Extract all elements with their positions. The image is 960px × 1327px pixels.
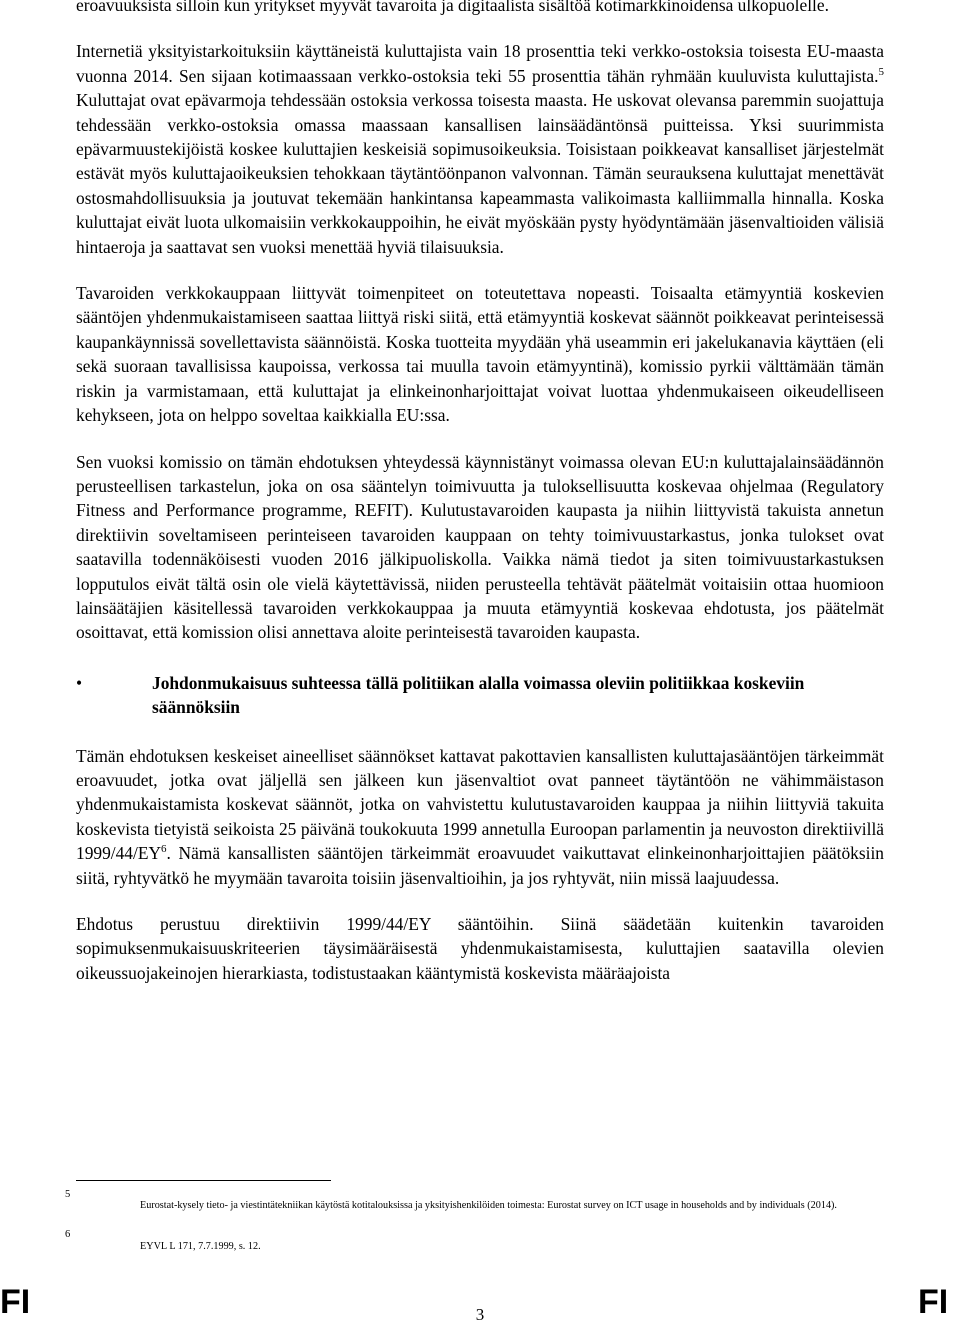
- footnote-ref-5[interactable]: 5: [878, 66, 884, 79]
- footnote-text-6: EYVL L 171, 7.7.1999, s. 12.: [140, 1241, 261, 1252]
- paragraph-2: [76, 39, 884, 259]
- page-number: 3: [475, 1305, 485, 1324]
- paragraph-2-text-after: Kuluttajat ovat epävarmoja tehdessään ostoksia verkossa toisesta maasta. He uskovat olevansa paremmin suojattuja tehdessään verkko-ostoksia omassa maassaan kansallisen lainsäädäntönsä puitteissa. Yksi suurimmista epävarmuustekijöistä koskee kuluttajien keskeisiä sopimusoikeuksia. Toisistaan poikkeavat kansalliset järjestelmät estävät myös kuluttajaoikeuksien tehokkaan täytäntöönpanon valvonnan. Tämän seurauksena kuluttajat menettävät ostosmahdollisuuksia ja joutuvat tekemään hankintansa kapeammasta valikoimasta kalliimmalla hinnalla. Koska kuluttajat eivät luota ulkomaisiin verkkokauppoihin, he eivät myöskään pysty hyödyntämään jäsenvaltioiden välisiä hintaeroja ja saattavat sen vuoksi menettää hyviä tilaisuuksia.: [76, 90, 884, 257]
- bullet-icon: •: [76, 672, 83, 693]
- paragraph-3: Tavaroiden verkkokauppaan liittyvät toimenpiteet on toteutettava nopeasti. Toisaalta etämyyntiä koskevien sääntöjen yhdenmukaistamiseen saattaa liittyä riski siitä, että etämyyntiä koskevat säännöt poikkeavat perinteisessä kaupankäynnissä sovellettavista säännöistä. Koska tuotteita myydään yhä useammin eri jakelukanavia käyttäen (eli sekä suoraan tavallisissa kaupoissa, verkossa tai muulla tavoin etämyyntinä), komissio pyrkii välttämään tämän riskin ja varmistamaan, että kuluttajat ja elinkeinonharjoittajat voivat luottaa yhdenmukaiseen oikeudelliseen kehykseen, jota on helppo soveltaa kaikkialla EU:ssa.: [76, 283, 884, 426]
- language-code-left: FI: [0, 1283, 31, 1321]
- paragraph-4: Sen vuoksi komissio on tämän ehdotuksen yhteydessä käynnistänyt voimassa olevan EU:n kuluttajalainsäädännön perusteellisen tarkastelun, joka on osa sääntelyn toimivuutta ja tuloksellisuutta koskevaa ohjelmaa (Regulatory Fitness and Performance programme, REFIT). Kulutustavaroiden kaupasta ja niihin liittyvistä takuista annetun direktiivin soveltamiseen perinteiseen tavaroiden kauppaan on tehty toimivuustarkastus, jonka tulokset ovat saatavilla todennäköisesti vuoden 2016 jälkipuoliskolla. Vaikka nämä tiedot ja siten toimivuustarkastuksen lopputulos eivät tältä osin ole vielä käytettävissä, niiden perusteella tehtävät päätelmät voitaisiin ottaa huomioon lainsäätäjien käsitellessä tavaroiden verkkokauppaa ja muuta etämyyntiä koskevaa ehdotusta, jos päätelmät osoittavat, että komission olisi annettava aloite perinteisestä tavaroiden kaupasta.: [76, 451, 884, 643]
- paragraph-5-text: Tämän ehdotuksen keskeiset aineelliset säännökset kattavat pakottavien kansallisten kuluttajasääntöjen tärkeimmät eroavuudet, jotka ovat jäljellä sen jälkeen kun jäsenvaltiot ovat panneet täytäntöön ne vähimmäistason yhdenmukaistamista koskevat säännöt, jotka on vahvistettu kulutustavaroiden kauppaa ja niihin liittyviä takuita koskevista tietyistä seikoista 25 päivänä toukokuuta 1999 annetulla Euroopan parlamentin ja neuvoston direktiivillä 1999/44/EY: [76, 745, 884, 864]
- paragraph-5: [76, 744, 884, 890]
- language-code-right: FI: [918, 1283, 949, 1321]
- footnote-text-5: Eurostat-kysely tieto- ja viestintätekniikan käytöstä kotitalouksissa ja yksityishenkilöiden toimesta: Eurostat survey on ICT usage in households and by individuals (2014).: [140, 1200, 837, 1211]
- footnote-number-5: 5: [65, 1189, 71, 1200]
- paragraph-6: Ehdotus perustuu direktiivin 1999/44/EY sääntöihin. Siinä säädetään kuitenkin tavaroiden sopimuksenmukaisuuskriteerien täysimääräisestä yhdenmukaistamisesta, kuluttajien saatavilla olevien oikeussuojakeinojen hierarkiasta, todistustaakan kääntymistä koskevista määräajoista: [76, 914, 884, 983]
- paragraph-1: eroavuuksista silloin kun yritykset myyvät tavaroita ja digitaalista sisältöä kotimarkkinoidensa ulkopuolelle.: [76, 0, 829, 15]
- footnote-separator: [76, 1180, 331, 1181]
- section-heading: Johdonmukaisuus suhteessa tällä politiikan alalla voimassa oleviin politiikkaa koskeviin säännöksiin: [152, 672, 805, 718]
- document-page: [76, 0, 884, 985]
- paragraph-2-text: Internetiä yksityistarkoituksiin käyttäneistä kuluttajista vain 18 prosenttia teki verkko-ostoksia toisesta EU-maasta vuonna 2014. Sen sijaan kotimaassaan verkko-ostoksia teki 55 prosenttia tähän ryhmään kuuluvista kuluttajista.: [76, 41, 884, 86]
- paragraph-5-text-after: . Nämä kansallisten sääntöjen tärkeimmät eroavuudet vaikuttavat elinkeinonharjoittajien päätöksiin siitä, ryhtyvätkö he myymään tavaroita toisiin jäsenvaltioihin, ja jos ryhtyvät, niin missä laajuudessa.: [76, 843, 884, 888]
- section-heading-row: [76, 671, 884, 720]
- footnote-ref-6[interactable]: 6: [161, 843, 167, 856]
- footnote-number-6: 6: [65, 1229, 71, 1240]
